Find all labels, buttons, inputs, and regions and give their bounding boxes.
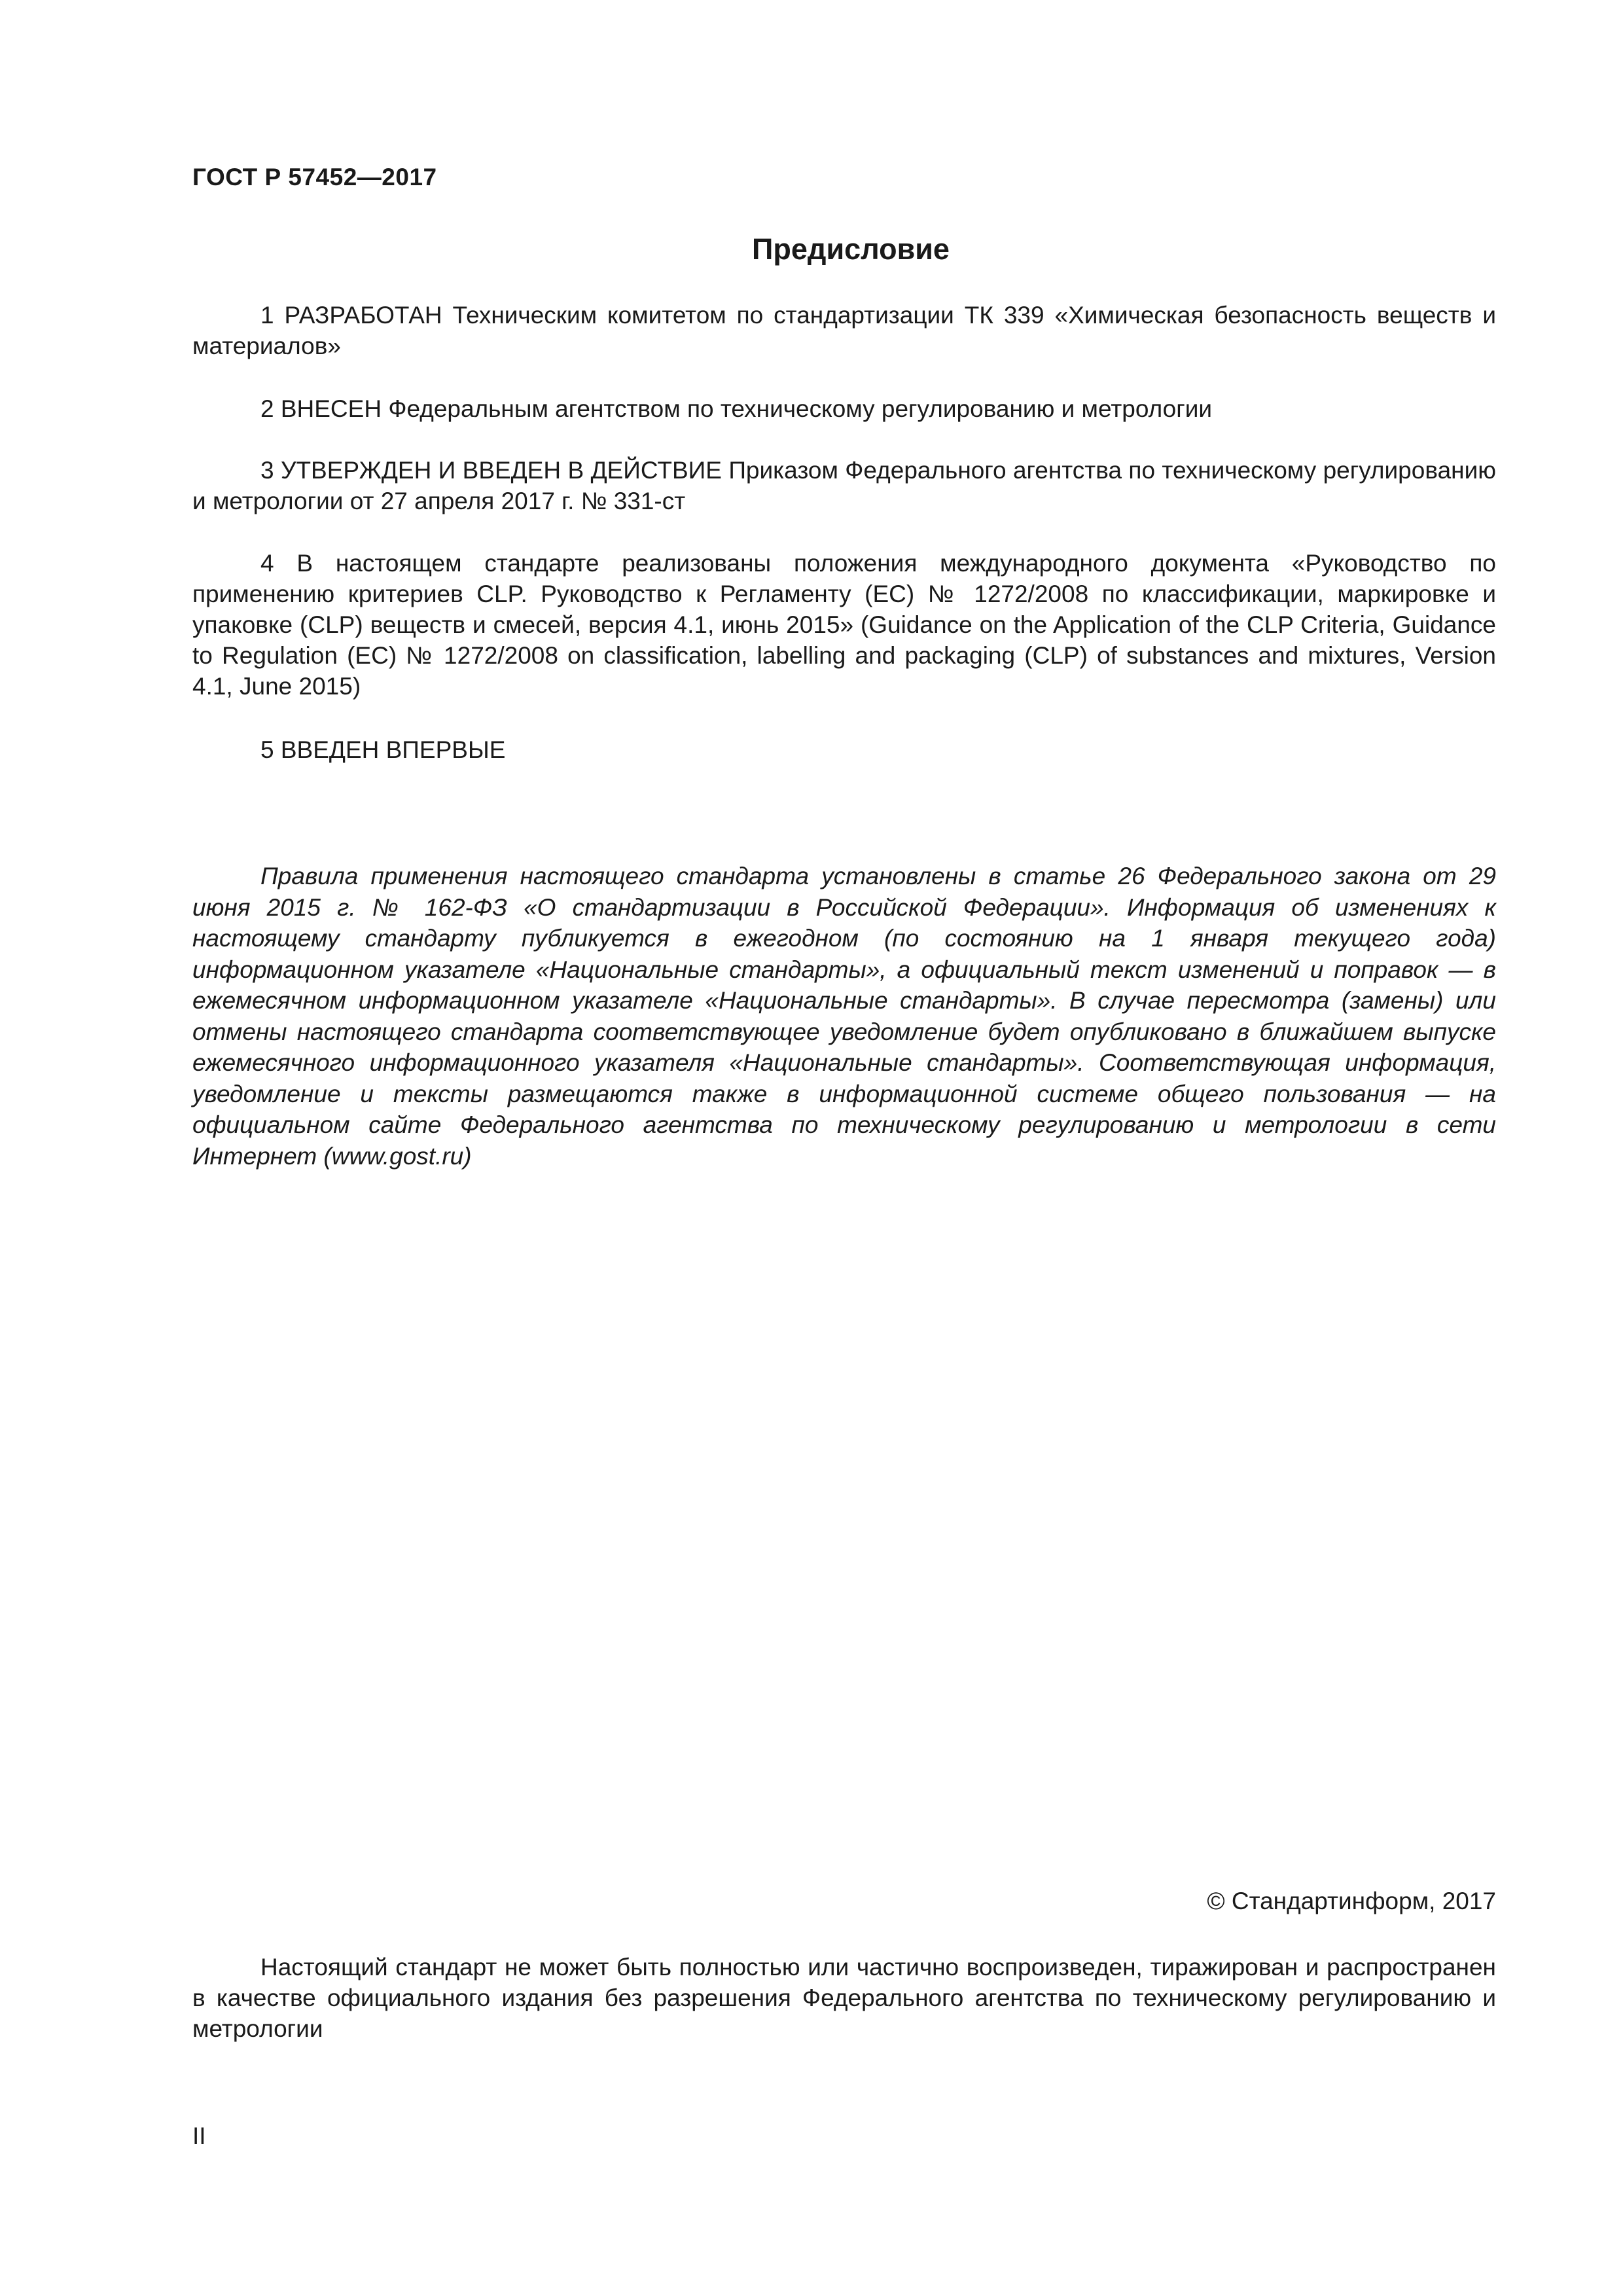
application-rules-paragraph: Правила применения настоящего стандарта установлены в статье 26 Федерального закона от 29 июня 2015 г. № 162-ФЗ «О стандартизации в Российской Федерации». Информация об изменениях к настоящему стандарту публикуется в ежегодном (по состоянию на 1 января текущего года) информационном указателе «Национальные стандарты», а официальный текст изменений и поправок — в ежемесячном информационном указателе «Национальные стандарты». В случае пересмотра (замены) или отмены настоящего стандарта соответствующее уведомление будет опубликовано в ближайшем выпуске ежемесячного информационного указателя «Национальные стандарты». Соответствующая информация, уведомление и тексты размещаются также в информационной системе общего пользования — на официальном сайте Федерального агентства по техническому регулированию и метрологии в сети Интернет (www.gost.ru) (192, 863, 1496, 1170)
foreword-item-1: 1 РАЗРАБОТАН Техническим комитетом по стандартизации ТК 339 «Химическая безопасность веществ и материалов» (192, 302, 1496, 359)
foreword-item-4: 4 В настоящем стандарте реализованы положения международного документа «Руководство по применению критериев CLP. Руководство к Регламенту (ЕС) № 1272/2008 по классификации, маркировке и упаковке (CLP) веществ и смесей, версия 4.1, июнь 2015» (Guidance on the Application of the CLP Criteria, Guidance to Regulation (EC) № 1272/2008 on classification, labelling and packaging (CLP) of substances and mixtures, Version 4.1, June 2015) (192, 550, 1496, 700)
page-title: Предисловие (752, 232, 950, 266)
copyright-notice: © Стандартинформ, 2017 (1207, 1888, 1496, 1914)
foreword-item-5: 5 ВВЕДЕН ВПЕРВЫЕ (260, 736, 506, 763)
reproduction-notice: Настоящий стандарт не может быть полностью или частично воспроизведен, тиражирован и распространен в качестве официального издания без разрешения Федерального агентства по техническому регулированию и метрологии (192, 1954, 1496, 2042)
page-number: II (192, 2123, 206, 2149)
foreword-item-3: 3 УТВЕРЖДЕН И ВВЕДЕН В ДЕЙСТВИЕ Приказом Федерального агентства по техническому регулированию и метрологии от 27 апреля 2017 г. № 331-ст (192, 457, 1496, 514)
foreword-item-2: 2 ВНЕСЕН Федеральным агентством по техническому регулированию и метрологии (260, 395, 1213, 422)
standard-code: ГОСТ Р 57452—2017 (192, 164, 437, 190)
